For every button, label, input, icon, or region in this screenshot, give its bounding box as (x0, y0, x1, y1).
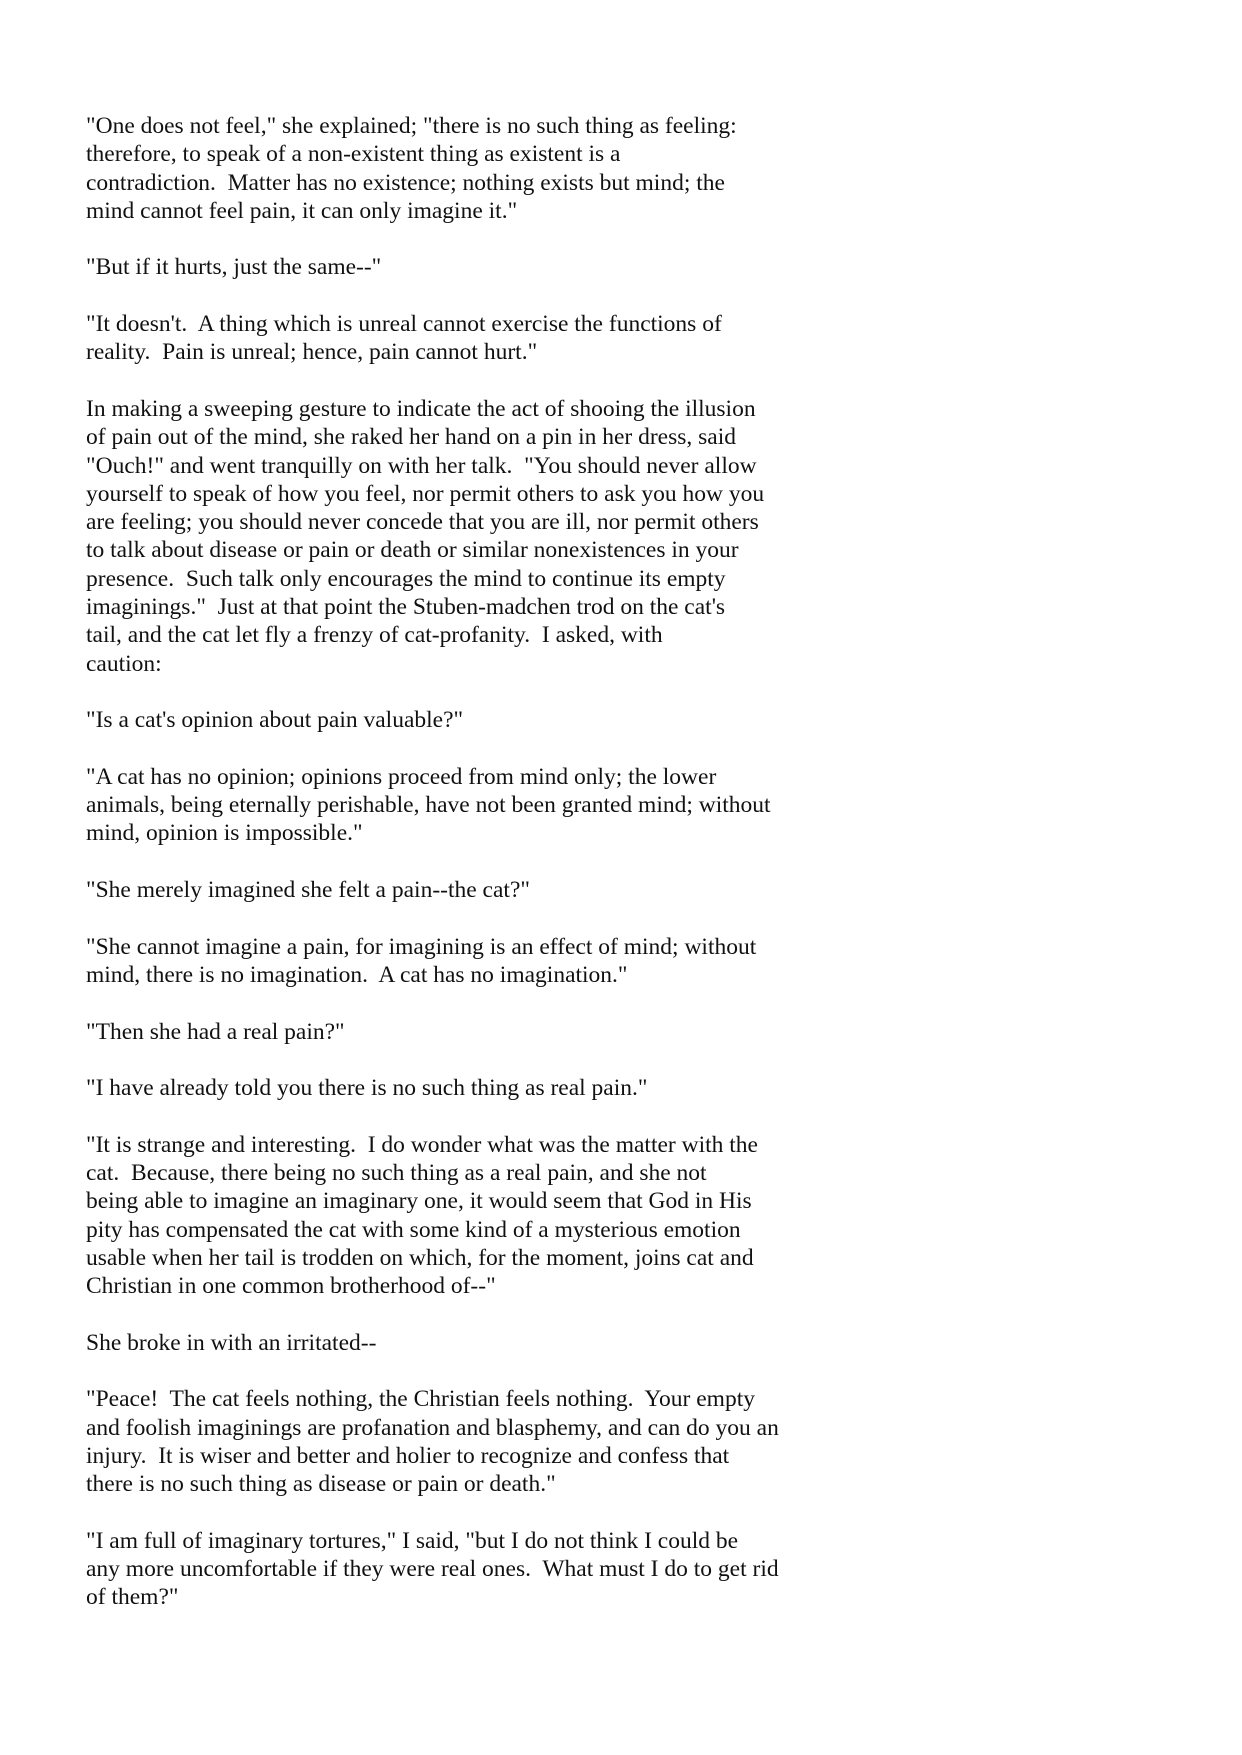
text-line: and foolish imaginings are profanation and blasphemy, and can do you an (86, 1414, 779, 1441)
text-line: any more uncomfortable if they were real ones. What must I do to get rid (86, 1556, 779, 1583)
text-line: "Peace! The cat feels nothing, the Christian feels nothing. Your empty (86, 1386, 755, 1413)
text-line: "She cannot imagine a pain, for imagining is an effect of mind; without (86, 933, 757, 960)
text-line: contradiction. Matter has no existence; nothing exists but mind; the (86, 169, 725, 196)
paragraph (86, 933, 1186, 990)
paragraph (86, 706, 1186, 734)
text-line: She broke in with an irritated-- (86, 1329, 377, 1356)
text-line: are feeling; you should never concede that you are ill, nor permit others (86, 509, 759, 536)
paragraph (86, 763, 1186, 848)
text-line: "Then she had a real pain?" (86, 1018, 345, 1045)
text-line: presence. Such talk only encourages the mind to continue its empty (86, 565, 726, 592)
text-line: "But if it hurts, just the same--" (86, 254, 382, 281)
text-line: pity has compensated the cat with some kind of a mysterious emotion (86, 1216, 741, 1243)
paragraph (86, 395, 1186, 678)
text-line: usable when her tail is trodden on which, for the moment, joins cat and (86, 1244, 754, 1271)
paragraph (86, 1329, 1186, 1357)
text-line: "I have already told you there is no such thing as real pain." (86, 1075, 648, 1102)
paragraph (86, 1074, 1186, 1102)
text-line: Christian in one common brotherhood of--" (86, 1273, 496, 1300)
text-line: yourself to speak of how you feel, nor permit others to ask you how you (86, 480, 765, 507)
paragraph (86, 876, 1186, 904)
text-line: there is no such thing as disease or pain or death." (86, 1471, 556, 1498)
paragraph (86, 310, 1186, 367)
text-line: to talk about disease or pain or death or similar nonexistences in your (86, 537, 739, 564)
paragraph (86, 112, 1186, 225)
paragraph (86, 1018, 1186, 1046)
text-line: imaginings." Just at that point the Stuben-madchen trod on the cat's (86, 594, 726, 621)
text-line: "I am full of imaginary tortures," I said, "but I do not think I could be (86, 1527, 739, 1554)
text-line: mind cannot feel pain, it can only imagine it." (86, 197, 518, 224)
text-line: "Is a cat's opinion about pain valuable?" (86, 707, 464, 734)
text-line: mind, opinion is impossible." (86, 820, 363, 847)
paragraph (86, 1527, 1186, 1612)
text-line: "It is strange and interesting. I do wonder what was the matter with the (86, 1131, 758, 1158)
text-line: therefore, to speak of a non-existent thing as existent is a (86, 141, 621, 168)
text-line: injury. It is wiser and better and holier to recognize and confess that (86, 1442, 730, 1469)
text-line: animals, being eternally perishable, have not been granted mind; without (86, 792, 771, 819)
text-line: being able to imagine an imaginary one, it would seem that God in His (86, 1188, 752, 1215)
text-line: of them?" (86, 1584, 179, 1611)
text-line: "She merely imagined she felt a pain--the cat?" (86, 877, 530, 904)
document-page (86, 112, 1186, 1640)
text-line: caution: (86, 650, 162, 677)
text-line: cat. Because, there being no such thing as a real pain, and she not (86, 1159, 707, 1186)
text-line: "It doesn't. A thing which is unreal cannot exercise the functions of (86, 311, 722, 338)
paragraph (86, 1385, 1186, 1498)
text-line: reality. Pain is unreal; hence, pain cannot hurt." (86, 339, 538, 366)
text-line: mind, there is no imagination. A cat has no imagination." (86, 961, 628, 988)
text-line: "A cat has no opinion; opinions proceed from mind only; the lower (86, 763, 717, 790)
text-line: In making a sweeping gesture to indicate the act of shooing the illusion (86, 395, 756, 422)
text-line: of pain out of the mind, she raked her hand on a pin in her dress, said (86, 424, 737, 451)
text-line: "Ouch!" and went tranquilly on with her talk. "You should never allow (86, 452, 757, 479)
text-line: tail, and the cat let fly a frenzy of cat-profanity. I asked, with (86, 622, 663, 649)
paragraph (86, 1131, 1186, 1301)
text-line: "One does not feel," she explained; "there is no such thing as feeling: (86, 113, 737, 139)
paragraph (86, 253, 1186, 281)
